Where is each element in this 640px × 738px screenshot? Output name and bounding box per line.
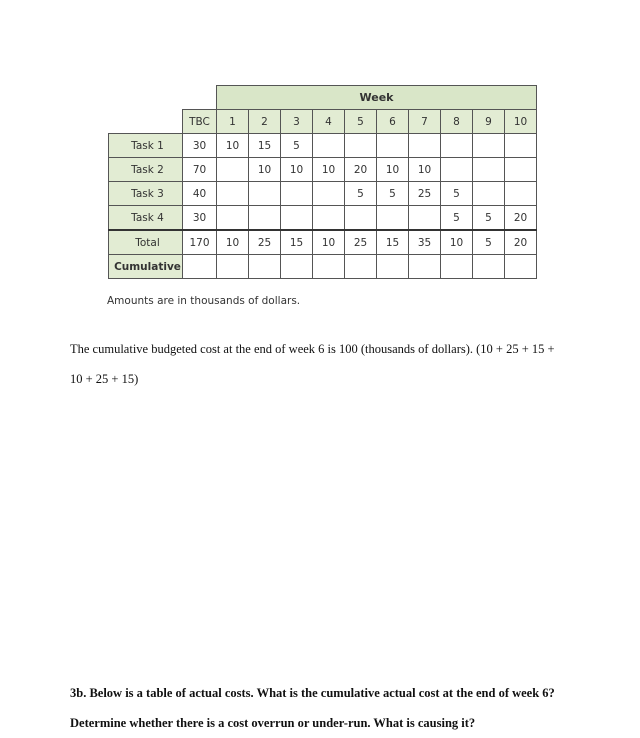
cumulative-week-10 [505, 255, 537, 279]
total-week-4: 10 [313, 230, 345, 255]
task-4-week-6 [377, 206, 409, 231]
task-1-week-3: 5 [281, 134, 313, 158]
task-3-tbc: 40 [183, 182, 217, 206]
week-header-8: 8 [441, 110, 473, 134]
task-3-week-6: 5 [377, 182, 409, 206]
task-3-week-4 [313, 182, 345, 206]
cumulative-week-6 [377, 255, 409, 279]
task-2-week-7: 10 [409, 158, 441, 182]
question-line-1: 3b. Below is a table of actual costs. What is the cumulative actual cost at the end of week 6? [70, 686, 555, 700]
amounts-note: Amounts are in thousands of dollars. [107, 295, 301, 307]
cumulative-week-9 [473, 255, 505, 279]
cumulative-week-7 [409, 255, 441, 279]
total-week-7: 35 [409, 230, 441, 255]
cumulative-label: Cumulative [109, 255, 183, 279]
task-4-week-2 [249, 206, 281, 231]
task-4-week-7 [409, 206, 441, 231]
budget-table [108, 85, 537, 279]
table-row [109, 134, 537, 158]
task-2-week-9 [473, 158, 505, 182]
task-1-week-5 [345, 134, 377, 158]
total-week-2: 25 [249, 230, 281, 255]
task-1-week-7 [409, 134, 441, 158]
task-1-week-2: 15 [249, 134, 281, 158]
task-1-week-9 [473, 134, 505, 158]
task-4-week-5 [345, 206, 377, 231]
table-row [109, 158, 537, 182]
blank-label-header [109, 110, 183, 134]
task-2-week-6: 10 [377, 158, 409, 182]
total-week-9: 5 [473, 230, 505, 255]
task-4-week-10: 20 [505, 206, 537, 231]
task-4-week-9: 5 [473, 206, 505, 231]
cumulative-week-2 [249, 255, 281, 279]
paragraph-line-1: The cumulative budgeted cost at the end of week 6 is 100 (thousands of dollars). (10 + 25 + 15 + [70, 342, 555, 356]
task-2-week-1 [217, 158, 249, 182]
question-3b [70, 678, 610, 738]
cumulative-tbc [183, 255, 217, 279]
task-2-week-5: 20 [345, 158, 377, 182]
week-header-1: 1 [217, 110, 249, 134]
task-4-week-3 [281, 206, 313, 231]
week-header-4: 4 [313, 110, 345, 134]
table-row [109, 182, 537, 206]
budget-table-container [108, 85, 537, 279]
task-3-week-1 [217, 182, 249, 206]
total-week-8: 10 [441, 230, 473, 255]
task-3-week-10 [505, 182, 537, 206]
task-1-tbc: 30 [183, 134, 217, 158]
table-row [109, 206, 537, 231]
question-line-2: Determine whether there is a cost overrun or under-run. What is causing it? [70, 716, 476, 730]
cumulative-week-3 [281, 255, 313, 279]
task-4-label: Task 4 [109, 206, 183, 231]
total-week-10: 20 [505, 230, 537, 255]
week-header-6: 6 [377, 110, 409, 134]
task-3-week-8: 5 [441, 182, 473, 206]
cumulative-week-1 [217, 255, 249, 279]
week-header-5: 5 [345, 110, 377, 134]
task-3-week-5: 5 [345, 182, 377, 206]
budget-explanation-paragraph [70, 334, 580, 394]
task-4-tbc: 30 [183, 206, 217, 231]
task-1-week-8 [441, 134, 473, 158]
cumulative-week-8 [441, 255, 473, 279]
task-3-label: Task 3 [109, 182, 183, 206]
task-2-week-10 [505, 158, 537, 182]
blank-corner-tbc [183, 86, 217, 110]
week-header-9: 9 [473, 110, 505, 134]
task-3-week-3 [281, 182, 313, 206]
task-2-tbc: 70 [183, 158, 217, 182]
task-1-week-10 [505, 134, 537, 158]
blank-corner [109, 86, 183, 110]
cumulative-row [109, 255, 537, 279]
task-2-week-8 [441, 158, 473, 182]
total-week-3: 15 [281, 230, 313, 255]
task-3-week-7: 25 [409, 182, 441, 206]
task-4-week-1 [217, 206, 249, 231]
tbc-header: TBC [183, 110, 217, 134]
week-group-row [109, 86, 537, 110]
task-2-week-2: 10 [249, 158, 281, 182]
task-4-week-8: 5 [441, 206, 473, 231]
task-3-week-2 [249, 182, 281, 206]
task-2-week-3: 10 [281, 158, 313, 182]
week-header-2: 2 [249, 110, 281, 134]
task-1-week-6 [377, 134, 409, 158]
task-1-week-1: 10 [217, 134, 249, 158]
total-week-1: 10 [217, 230, 249, 255]
paragraph-line-2: 10 + 25 + 15) [70, 372, 139, 386]
total-row [109, 230, 537, 255]
week-group-header: Week [217, 86, 537, 110]
total-week-6: 15 [377, 230, 409, 255]
column-header-row [109, 110, 537, 134]
task-3-week-9 [473, 182, 505, 206]
task-2-week-4: 10 [313, 158, 345, 182]
week-header-3: 3 [281, 110, 313, 134]
cumulative-week-4 [313, 255, 345, 279]
task-4-week-4 [313, 206, 345, 231]
total-week-5: 25 [345, 230, 377, 255]
cumulative-week-5 [345, 255, 377, 279]
total-label: Total [109, 230, 183, 255]
task-1-label: Task 1 [109, 134, 183, 158]
week-header-10: 10 [505, 110, 537, 134]
total-tbc: 170 [183, 230, 217, 255]
week-header-7: 7 [409, 110, 441, 134]
task-2-label: Task 2 [109, 158, 183, 182]
task-1-week-4 [313, 134, 345, 158]
